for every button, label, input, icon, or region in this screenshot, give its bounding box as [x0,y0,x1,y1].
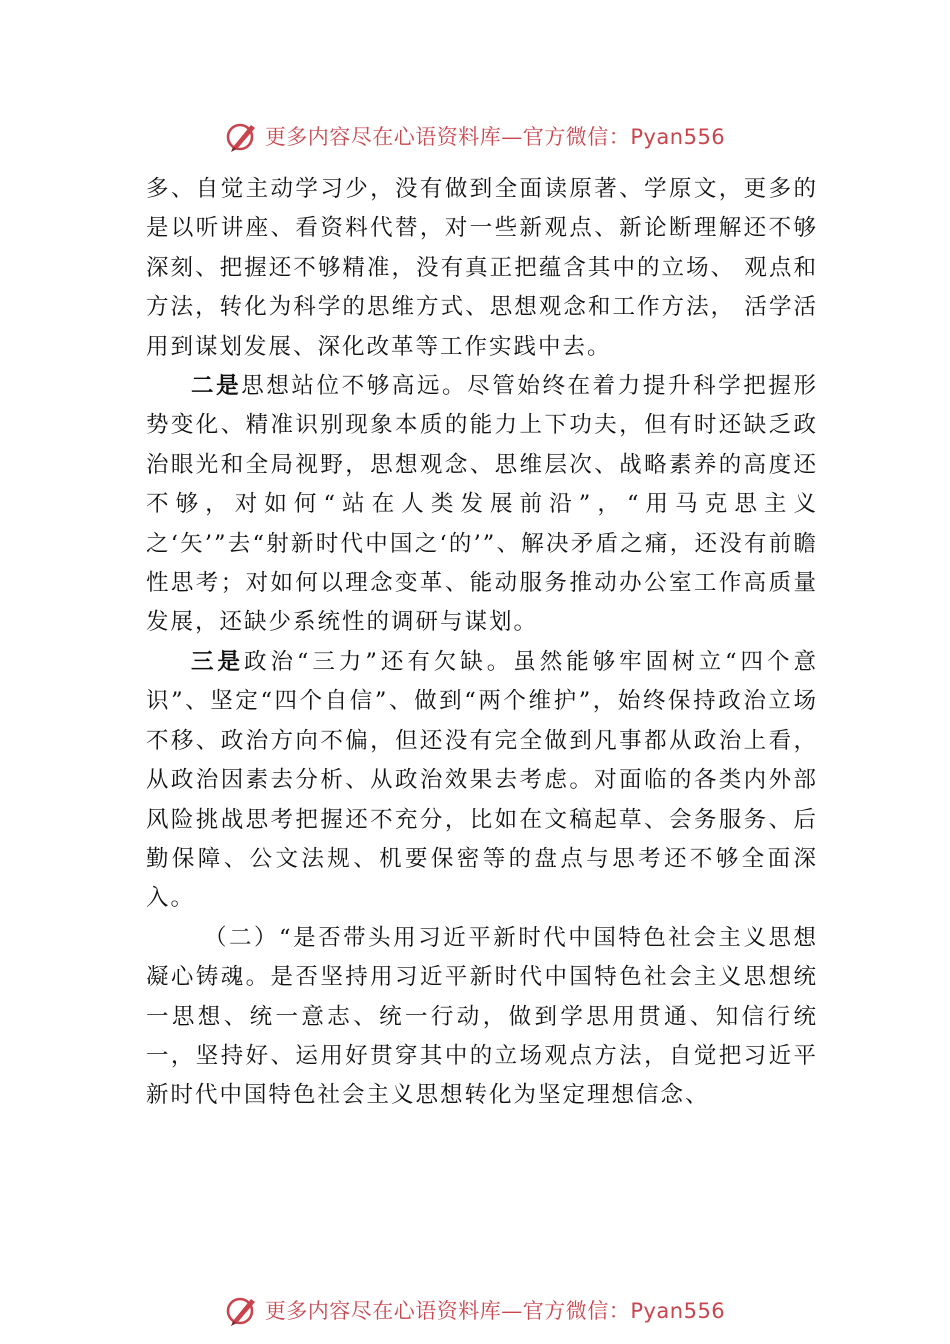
paragraph-2: 二是思想站位不够高远。尽管始终在着力提升科学把握形势变化、精准识别现象本质的能力上下功夫，但有时还缺乏政治眼光和全局视野，思想观念、思维层次、战略素养的高度还不够，对如何“站在人类发展前沿”，“用马克思主义之‘矢’”去“射新时代中国之‘的’”、解决矛盾之痛，还没有前瞻性思考；对如何以理念变革、能动服务推动办公室工作高质量发展，还缺少系统性的调研与谋划。 [146,373,818,636]
paragraph-4: （二）“是否带头用习近平新时代中国特色社会主义思想凝心铸魂。是否坚持用习近平新时代中国特色社会主义思想统一思想、统一意志、统一行动，做到学思用贯通、知信行统一，坚持好、运用好贯穿其中的立场观点方法，自觉把习近平新时代中国特色社会主义思想转化为坚定理想信念、 [146,924,818,1109]
paragraph-3: 三是政治“三力”还有欠缺。虽然能够牢固树立“四个意识”、坚定“四个自信”、做到“两个维护”，始终保持政治立场不移、政治方向不偏，但还没有完全做到凡事都从政治上看，从政治因素去分析、从政治效果去考虑。对面临的各类内外部风险挑战思考把握还不充分，比如在文稿起草、会务服务、后勤保障、公文法规、机要保密等的盘点与思考还不够全面深入。 [146,648,818,912]
pen-logo-icon [225,119,259,153]
header-watermark [0,116,950,156]
document-body [146,170,818,1116]
watermark-text: 更多内容尽在心语资料库—官方微信：Pyan556 [264,1299,726,1323]
pen-logo-icon [225,1293,259,1327]
paragraph-1: 多、自觉主动学习少，没有做到全面读原著、学原文，更多的是以听讲座、看资料代替，对一些新观点、新论断理解还不够深刻、把握还不够精准，没有真正把蕴含其中的立场、 观点和方法，转化为科学的思维方式、思想观念和工作方法， 活学活用到谋划发展、深化改革等工作实践中去。 [146,176,818,360]
watermark-text: 更多内容尽在心语资料库—官方微信：Pyan556 [264,125,726,149]
footer-watermark [0,1290,950,1330]
